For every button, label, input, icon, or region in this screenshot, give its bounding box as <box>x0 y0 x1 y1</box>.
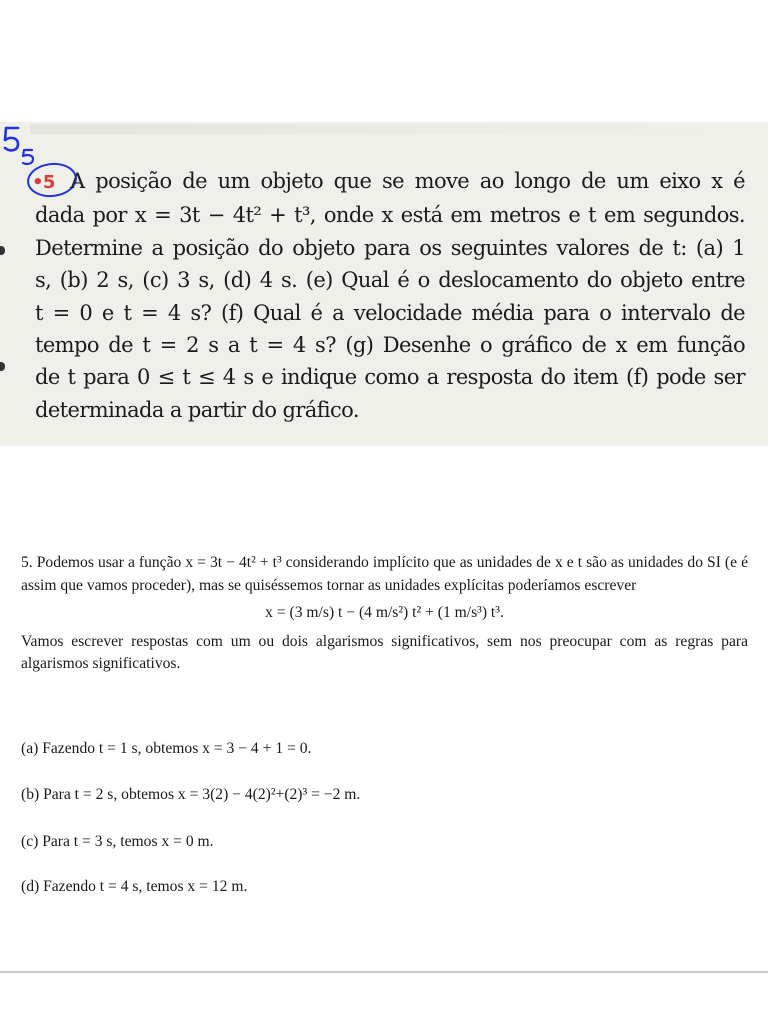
faint-text-strip <box>30 124 738 134</box>
problem-statement <box>32 165 745 426</box>
problem-line: dada por x = 3t − 4t² + t³, onde x está em metros e t em segundos. <box>35 203 745 228</box>
problem-line: •5 A posição de um objeto que se move ao longo de um eixo x é <box>35 165 745 199</box>
problem-line: determinada a partir do gráfico. <box>35 397 359 422</box>
solution-text <box>21 552 748 895</box>
solution-item-c: (c) Para t = 3 s, temos x = 0 m. <box>21 833 214 850</box>
solution-item-d: (d) Fazendo t = 4 s, temos x = 12 m. <box>21 878 248 895</box>
solution-item-b: (b) Para t = 2 s, obtemos x = 3(2) − 4(2)²+(2)³ = −2 m. <box>21 786 361 803</box>
problem-line: Determine a posição do objeto para os seguintes valores de t: (a) 1 <box>35 235 745 260</box>
problem-line: s, (b) 2 s, (c) 3 s, (d) 4 s. (e) Qual é o deslocamento do objeto entre <box>35 268 745 293</box>
problem-line: de t para 0 ≤ t ≤ 4 s e indique como a resposta do item (f) pode ser <box>35 365 745 390</box>
solution-intro: 5. Podemos usar a função x = 3t − 4t² + t³ considerando implícito que as unidades de x e t são as unidades do SI (e é assim que vamos proceder), mas se quiséssemos tornar as unidades explícitas poderíamos escrever <box>21 554 748 594</box>
problem-number-badge: •5 <box>32 172 55 193</box>
bottom-divider <box>0 971 768 973</box>
solution-item-a: (a) Fazendo t = 1 s, obtemos x = 3 − 4 + 1 = 0. <box>21 740 312 757</box>
problem-line: t = 0 e t = 4 s? (f) Qual é a velocidade média para o intervalo de <box>35 300 745 325</box>
solution-note: Vamos escrever respostas com um ou dois algarismos significativos, sem nos preocupar com as regras para algarismos significativos. <box>21 632 748 672</box>
problem-line: tempo de t = 2 s a t = 4 s? (g) Desenhe o gráfico de x em função <box>35 333 745 358</box>
solution-equation: x = (3 m/s) t − (4 m/s²) t² + (1 m/s³) t³. <box>265 604 504 621</box>
